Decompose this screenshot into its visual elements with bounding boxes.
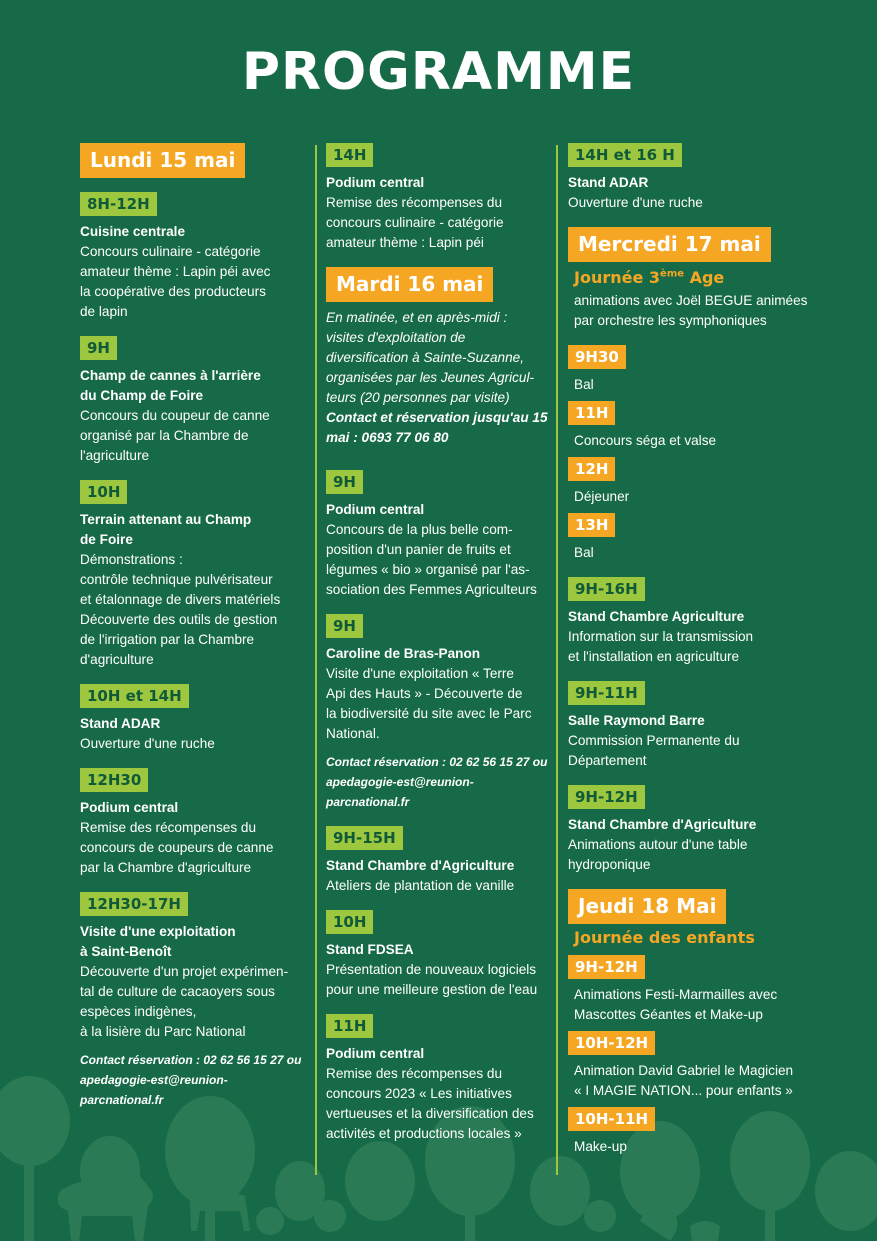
event [568, 457, 808, 507]
event [80, 684, 308, 754]
intro-text: En matinée, et en après-midi : visites d'exploitation de diversification à Sainte-Suzanne, organisées par les Jeunes Agricul- teurs (20 personnes par visite) [326, 310, 535, 405]
event [80, 892, 308, 1110]
event-description: Animation David Gabriel le Magicien « I MAGIE NATION... pour enfants » [574, 1063, 794, 1098]
event [568, 513, 808, 563]
time-badge: 12H [568, 457, 615, 481]
day-badge-lundi: Lundi 15 mai [80, 143, 245, 178]
event-place: Cuisine centrale [80, 224, 186, 239]
event-place: Stand Chambre d'Agriculture [326, 858, 515, 873]
time-badge: 9H-12H [568, 785, 645, 809]
event-place: Stand Chambre d'Agriculture [568, 817, 757, 832]
event-description: Make-up [574, 1139, 627, 1154]
event-description: Remise des récompenses du concours de coupeurs de canne par la Chambre d'agriculture [80, 820, 274, 875]
time-badge: 13H [568, 513, 615, 537]
event-description: Remise des récompenses du concours 2023 « Les initiatives vertueuses et la diversification des activités et productions locales » [326, 1066, 534, 1141]
event-place: Stand ADAR [568, 175, 649, 190]
event [568, 143, 808, 213]
mercredi-subdesc: animations avec Joël BEGUE animées par orchestre les symphoniques [574, 293, 808, 328]
event-contact: Contact réservation : 02 62 56 15 27 ou apedagogie-est@reunion-parcnational.fr [326, 755, 548, 809]
event [568, 681, 808, 771]
subtitle-end: Age [684, 268, 725, 287]
mardi-intro [326, 308, 554, 448]
event-place: Podium central [326, 1046, 425, 1061]
time-badge: 11H [568, 401, 615, 425]
time-badge: 9H-11H [568, 681, 645, 705]
event-place: Visite d'une exploitation à Saint-Benoît [80, 924, 236, 959]
event-place: Salle Raymond Barre [568, 713, 705, 728]
event [326, 470, 554, 600]
column-mardi [326, 143, 554, 1158]
event [326, 143, 554, 253]
mercredi-subtitle [574, 268, 808, 287]
event-description: Commission Permanente du Département [568, 733, 740, 768]
column-divider [556, 145, 558, 1175]
event-description: Information sur la transmission et l'installation en agriculture [568, 629, 754, 664]
time-badge: 10H-12H [568, 1031, 655, 1055]
event [568, 1031, 808, 1101]
event [326, 826, 554, 896]
event-description: Concours de la plus belle com- position d'un panier de fruits et légumes « bio » organisé par l'as- sociation des Femmes Agriculteurs [326, 522, 537, 597]
event-description: Ouverture d'une ruche [568, 195, 703, 210]
event [568, 577, 808, 667]
page-title: PROGRAMME [241, 42, 636, 102]
time-badge: 9H [326, 470, 363, 494]
day-badge-mardi: Mardi 16 mai [326, 267, 493, 302]
column-lundi [80, 143, 308, 1124]
subtitle-sup: ème [660, 268, 685, 280]
event-description: Concours du coupeur de canne organisé par la Chambre de l'agriculture [80, 408, 270, 463]
event [326, 1014, 554, 1144]
event-description: Bal [574, 377, 594, 392]
day-badge-mercredi: Mercredi 17 mai [568, 227, 771, 262]
time-badge: 9H-15H [326, 826, 403, 850]
event-description: Présentation de nouveaux logiciels pour une meilleure gestion de l'eau [326, 962, 538, 997]
event-description: Découverte d'un projet expérimen- tal de culture de cacaoyers sous espèces indigènes, à la lisière du Parc National [80, 964, 289, 1039]
time-badge: 9H-16H [568, 577, 645, 601]
time-badge: 9H-12H [568, 955, 645, 979]
event-description: Ateliers de plantation de vanille [326, 878, 515, 893]
event [568, 785, 808, 875]
time-badge: 10H [326, 910, 373, 934]
event-description: Visite d'une exploitation « Terre Api des Hauts » - Découverte de la biodiversité du site avec le Parc National. [326, 666, 532, 741]
column-divider [315, 145, 317, 1175]
event-description: Démonstrations : contrôle technique pulvérisateur et étalonnage de divers matériels Découverte des outils de gestion de l'irrigation par la Chambre d'agriculture [80, 552, 281, 667]
event-description: Animations autour d'une table hydroponique [568, 837, 748, 872]
event-place: Podium central [326, 502, 425, 517]
time-badge: 9H30 [568, 345, 626, 369]
event-description: Animations Festi-Marmailles avec Mascottes Géantes et Make-up [574, 987, 778, 1022]
event [568, 1107, 808, 1157]
event-place: Stand Chambre Agriculture [568, 609, 745, 624]
event-description: Concours culinaire - catégorie amateur thème : Lapin péi avec la coopérative des producteurs de lapin [80, 244, 271, 319]
intro-contact: Contact et réservation jusqu'au 15 mai : 0693 77 06 80 [326, 410, 548, 445]
event [568, 955, 808, 1025]
time-badge: 10H [80, 480, 127, 504]
time-badge: 11H [326, 1014, 373, 1038]
time-badge: 10H-11H [568, 1107, 655, 1131]
event [568, 401, 808, 451]
event-contact: Contact réservation : 02 62 56 15 27 ou apedagogie-est@reunion-parcnational.fr [80, 1053, 302, 1107]
event-place: Champ de cannes à l'arrière du Champ de Foire [80, 368, 261, 403]
event [568, 345, 808, 395]
day-badge-jeudi: Jeudi 18 Mai [568, 889, 726, 924]
time-badge: 14H et 16 H [568, 143, 682, 167]
subtitle-text: Journée 3 [574, 268, 661, 287]
event-place: Terrain attenant au Champ de Foire [80, 512, 252, 547]
time-badge: 10H et 14H [80, 684, 189, 708]
event [80, 192, 308, 322]
event-description: Ouverture d'une ruche [80, 736, 215, 751]
time-badge: 14H [326, 143, 373, 167]
event-description: Concours séga et valse [574, 433, 717, 448]
event-description: Déjeuner [574, 489, 630, 504]
event-description: Bal [574, 545, 594, 560]
event-place: Podium central [80, 800, 179, 815]
event-place: Stand FDSEA [326, 942, 414, 957]
jeudi-subtitle: Journée des enfants [574, 928, 755, 947]
event-place: Caroline de Bras-Panon [326, 646, 481, 661]
event [80, 336, 308, 466]
time-badge: 12H30-17H [80, 892, 188, 916]
time-badge: 9H [80, 336, 117, 360]
event [326, 614, 554, 812]
time-badge: 12H30 [80, 768, 148, 792]
event-place: Podium central [326, 175, 425, 190]
event-place: Stand ADAR [80, 716, 161, 731]
event [326, 910, 554, 1000]
time-badge: 9H [326, 614, 363, 638]
event-description: Remise des récompenses du concours culinaire - catégorie amateur thème : Lapin péi [326, 195, 504, 250]
event [80, 480, 308, 670]
event [80, 768, 308, 878]
time-badge: 8H-12H [80, 192, 157, 216]
column-mercredi-jeudi [568, 143, 808, 1171]
